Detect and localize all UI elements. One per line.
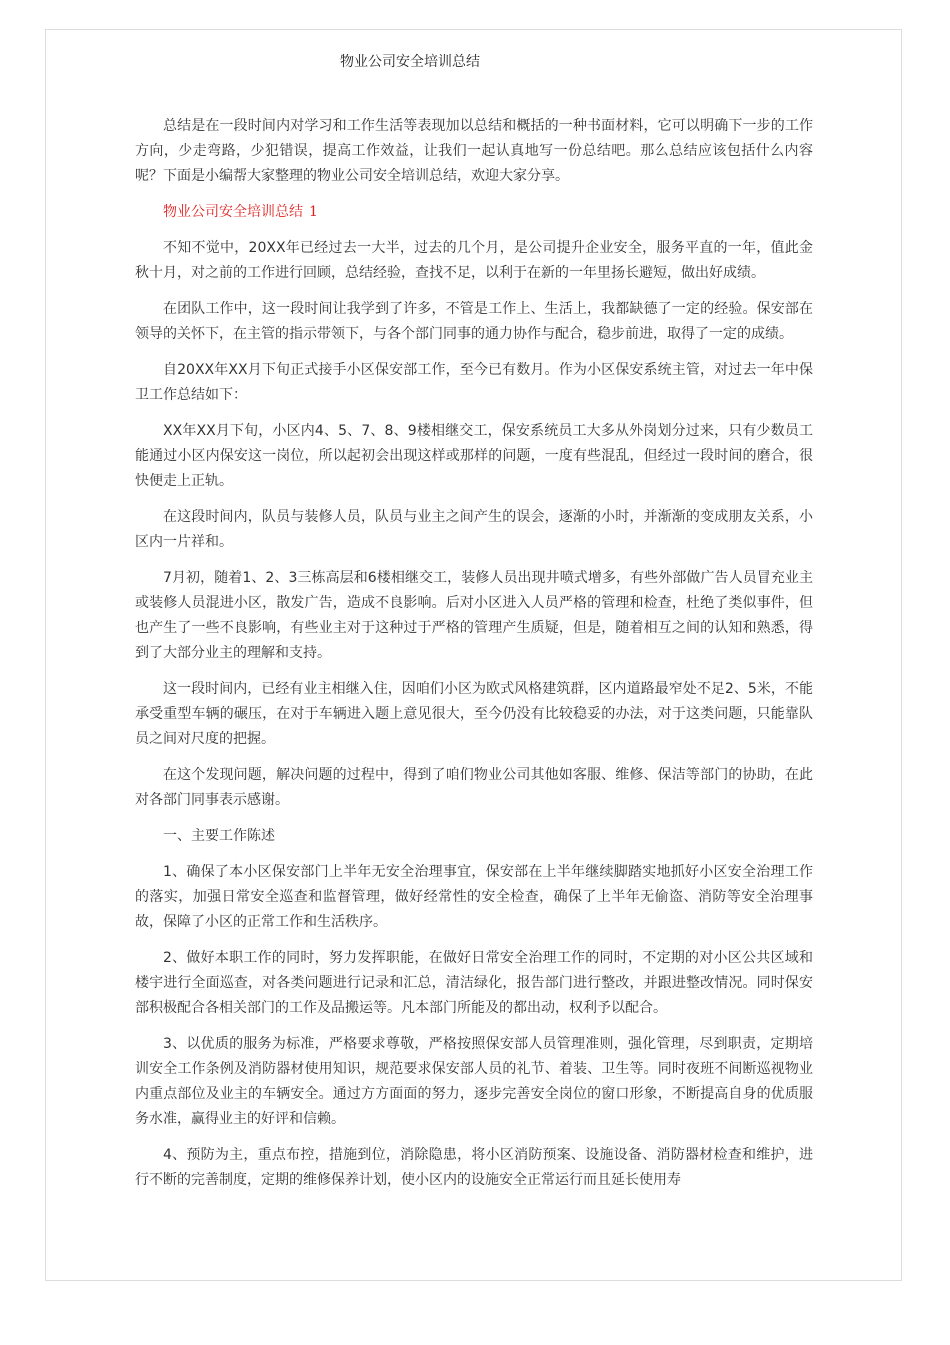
paragraph-5: 在这段时间内，队员与装修人员，队员与业主之间产生的误会，逐渐的小时，并渐渐的变成朋友关系，小区内一片祥和。 bbox=[135, 509, 813, 550]
intro-paragraph: 总结是在一段时间内对学习和工作生活等表现加以总结和概括的一种书面材料，它可以明确下一步的工作方向，少走弯路，少犯错误，提高工作效益，让我们一起认真地写一份总结吧。那么总结应该包括什么内容呢？下面是小编帮大家整理的物业公司安全培训总结，欢迎大家分享。 bbox=[135, 118, 813, 184]
paragraph-7: 这一段时间内，已经有业主相继入住，因咱们小区为欧式风格建筑群，区内道路最窄处不足2、5米，不能承受重型车辆的碾压，在对于车辆进入题上意见很大，至今仍没有比较稳妥的办法，对于这类问题，只能靠队员之间对尺度的把握。 bbox=[135, 681, 813, 747]
paragraph-3: 自20XX年XX月下旬正式接手小区保安部工作，至今已有数月。作为小区保安系统主管，对过去一年中保卫工作总结如下： bbox=[135, 362, 813, 403]
paragraph-8: 在这个发现问题，解决问题的过程中，得到了咱们物业公司其他如客服、维修、保洁等部门的协助，在此对各部门同事表示感谢。 bbox=[135, 767, 813, 808]
paragraph-4: XX年XX月下旬，小区内4、5、7、8、9楼相继交工，保安系统员工大多从外岗划分过来，只有少数员工能通过小区内保安这一岗位，所以起初会出现这样或那样的问题，一度有些混乱，但经过一段时间的磨合，很快便走上正轨。 bbox=[135, 423, 813, 489]
paragraph-6: 7月初，随着1、2、3三栋高层和6楼相继交工，装修人员出现井喷式增多，有些外部做广告人员冒充业主或装修人员混进小区，散发广告，造成不良影响。后对小区进入人员严格的管理和检查，杜绝了类似事件，但也产生了一些不良影响，有些业主对于这种过于严格的管理产生质疑，但是，随着相互之间的认知和熟悉，得到了大部分业主的理解和支持。 bbox=[135, 570, 813, 661]
paragraph-item-4: 4、预防为主，重点布控，措施到位，消除隐患，将小区消防预案、设施设备、消防器材检查和维护，进行不断的完善制度，定期的维修保养计划，使小区内的设施安全正常运行而且延长使用寿 bbox=[135, 1147, 813, 1188]
paragraph-item-2: 2、做好本职工作的同时，努力发挥职能，在做好日常安全治理工作的同时，不定期的对小区公共区域和楼宇进行全面巡查，对各类问题进行记录和汇总，清洁绿化，报告部门进行整改，并跟进整改情况。同时保安部积极配合各相关部门的工作及品搬运等。凡本部门所能及的都出动，权利予以配合。 bbox=[135, 950, 813, 1016]
paragraph-item-3: 3、以优质的服务为标准，严格要求尊敬，严格按照保安部人员管理准则，强化管理，尽到职责，定期培训安全工作条例及消防器材使用知识，规范要求保安部人员的礼节、着装、卫生等。同时夜班不间断巡视物业内重点部位及业主的车辆安全。通过方方面面的努力，逐步完善安全岗位的窗口形象，不断提高自身的优质服务水准，赢得业主的好评和信赖。 bbox=[135, 1036, 813, 1127]
subheading-main-work: 一、主要工作陈述 bbox=[163, 828, 275, 844]
section-heading bbox=[135, 200, 813, 225]
document-body bbox=[135, 114, 813, 1204]
document-title: 物业公司安全培训总结 bbox=[340, 54, 480, 70]
paragraph-item-1: 1、确保了本小区保安部门上半年无安全治理事宜，保安部在上半年继续脚踏实地抓好小区安全治理工作的落实，加强日常安全巡查和监督管理，做好经常性的安全检查，确保了上半年无偷盗、消防等安全治理事故，保障了小区的正常工作和生活秩序。 bbox=[135, 864, 813, 930]
section-heading-text: 物业公司安全培训总结 bbox=[163, 204, 303, 220]
paragraph-2: 在团队工作中，这一段时间让我学到了许多，不管是工作上、生活上，我都缺德了一定的经验。保安部在领导的关怀下，在主管的指示带领下，与各个部门同事的通力协作与配合，稳步前进，取得了一定的成绩。 bbox=[135, 301, 813, 342]
document-page bbox=[45, 29, 902, 1281]
section-heading-number: 1 bbox=[309, 204, 318, 220]
paragraph-1: 不知不觉中，20XX年已经过去一大半，过去的几个月，是公司提升企业安全，服务平直的一年，值此金秋十月，对之前的工作进行回顾，总结经验，查找不足，以利于在新的一年里扬长避短，做出好成绩。 bbox=[135, 240, 813, 281]
